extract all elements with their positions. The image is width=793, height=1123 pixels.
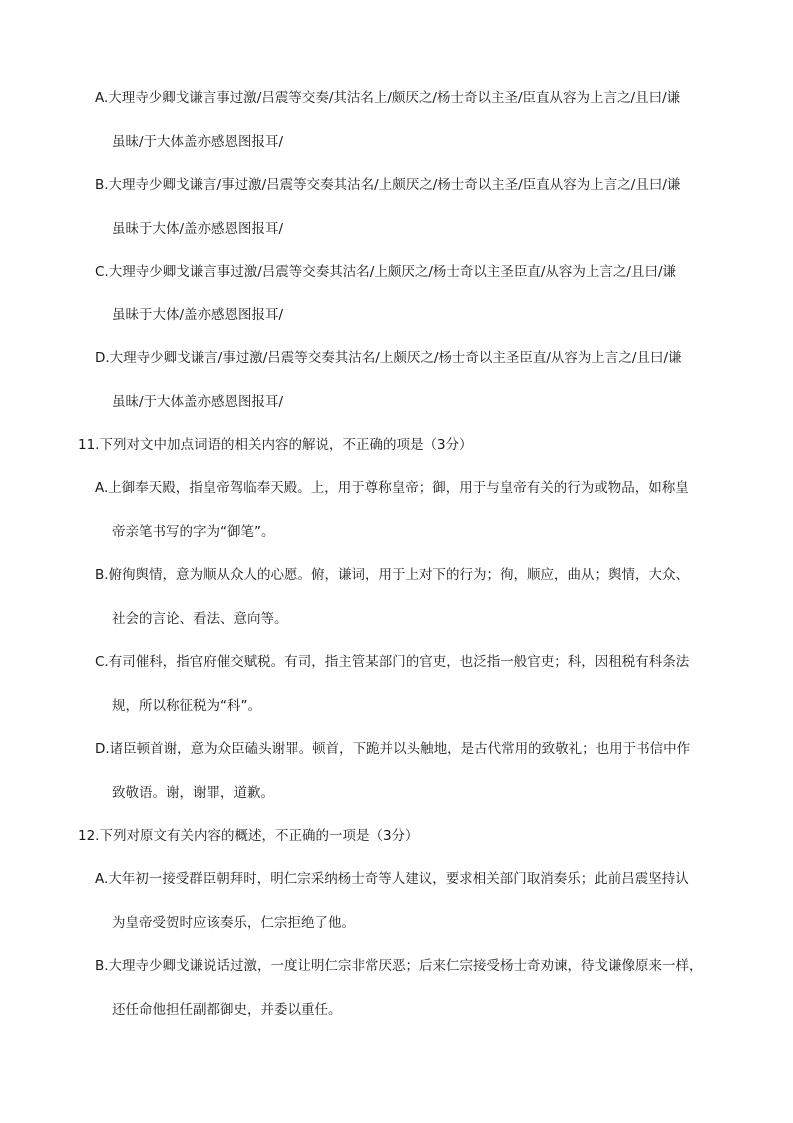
q11-option-a-line1: A.上御奉天殿，指皇帝驾临奉天殿。上，用于尊称皇帝；御，用于与皇帝有关的行为或物品，如称皇 xyxy=(95,480,689,496)
q12-option-b-line1: B.大理寺少卿戈谦说话过激，一度让明仁宗非常厌恶；后来仁宗接受杨士奇劝谏，待戈谦像原来一样， xyxy=(95,958,703,974)
q10-option-b-line2: 虽昧于大体/盖亦感恩图报耳/ xyxy=(112,221,284,237)
q10-option-d-line1: D.大理寺少卿戈谦言/事过激/吕震等交奏其沽名/上颇厌之/杨士奇以主圣臣直/从容为上言之/且曰/谦 xyxy=(95,350,682,366)
q11-option-d-line2: 致敬语。谢，谢罪，道歉。 xyxy=(112,785,274,801)
q12-option-a-line2: 为皇帝受贺时应该奏乐，仁宗拒绝了他。 xyxy=(112,915,355,931)
q10-option-a-line2: 虽昧/于大体盖亦感恩图报耳/ xyxy=(112,134,284,150)
q10-option-a-line1: A.大理寺少卿戈谦言事过激/吕震等交奏/其沽名上/颇厌之/杨士奇以主圣/臣直从容为上言之/且曰/谦 xyxy=(95,90,681,106)
q11-option-c-line1: C.有司催科，指官府催交赋税。有司，指主管某部门的官吏，也泛指一般官吏；科，因租税有科条法 xyxy=(95,654,690,670)
q11-option-a-line2: 帝亲笔书写的字为“御笔”。 xyxy=(112,524,275,540)
q11-option-b-line1: B.俯徇舆情，意为顺从众人的心愿。俯，谦词，用于上对下的行为；徇，顺应，曲从；舆情，大众、 xyxy=(95,567,690,583)
q12-option-b-line2: 还任命他担任副都御史，并委以重任。 xyxy=(112,1002,342,1018)
q12-option-a-line1: A.大年初一接受群臣朝拜时，明仁宗采纳杨士奇等人建议，要求相关部门取消奏乐；此前吕震坚持认 xyxy=(95,871,689,887)
q11-option-c-line2: 规，所以称征税为“科”。 xyxy=(112,698,261,714)
q10-option-d-line2: 虽昧/于大体盖亦感恩图报耳/ xyxy=(112,394,284,410)
q11-option-d-line1: D.诸臣顿首谢，意为众臣磕头谢罪。顿首，下跪并以头触地，是古代常用的致敬礼；也用于书信中作 xyxy=(95,741,691,757)
q12-stem: 12.下列对原文有关内容的概述，不正确的一项是（3分） xyxy=(78,828,419,844)
q10-option-b-line1: B.大理寺少卿戈谦言/事过激/吕震等交奏其沽名/上颇厌之/杨士奇以主圣/臣直从容为上言之/且曰/谦 xyxy=(95,177,681,193)
q10-option-c-line1: C.大理寺少卿戈谦言事过激/吕震等交奏其沽名/上颇厌之/杨士奇以主圣臣直/从容为上言之/且曰/谦 xyxy=(95,264,677,280)
q11-stem: 11.下列对文中加点词语的相关内容的解说，不正确的项是（3分） xyxy=(78,437,473,453)
q10-option-c-line2: 虽昧于大体/盖亦感恩图报耳/ xyxy=(112,307,284,323)
q11-option-b-line2: 社会的言论、看法、意向等。 xyxy=(112,611,288,627)
